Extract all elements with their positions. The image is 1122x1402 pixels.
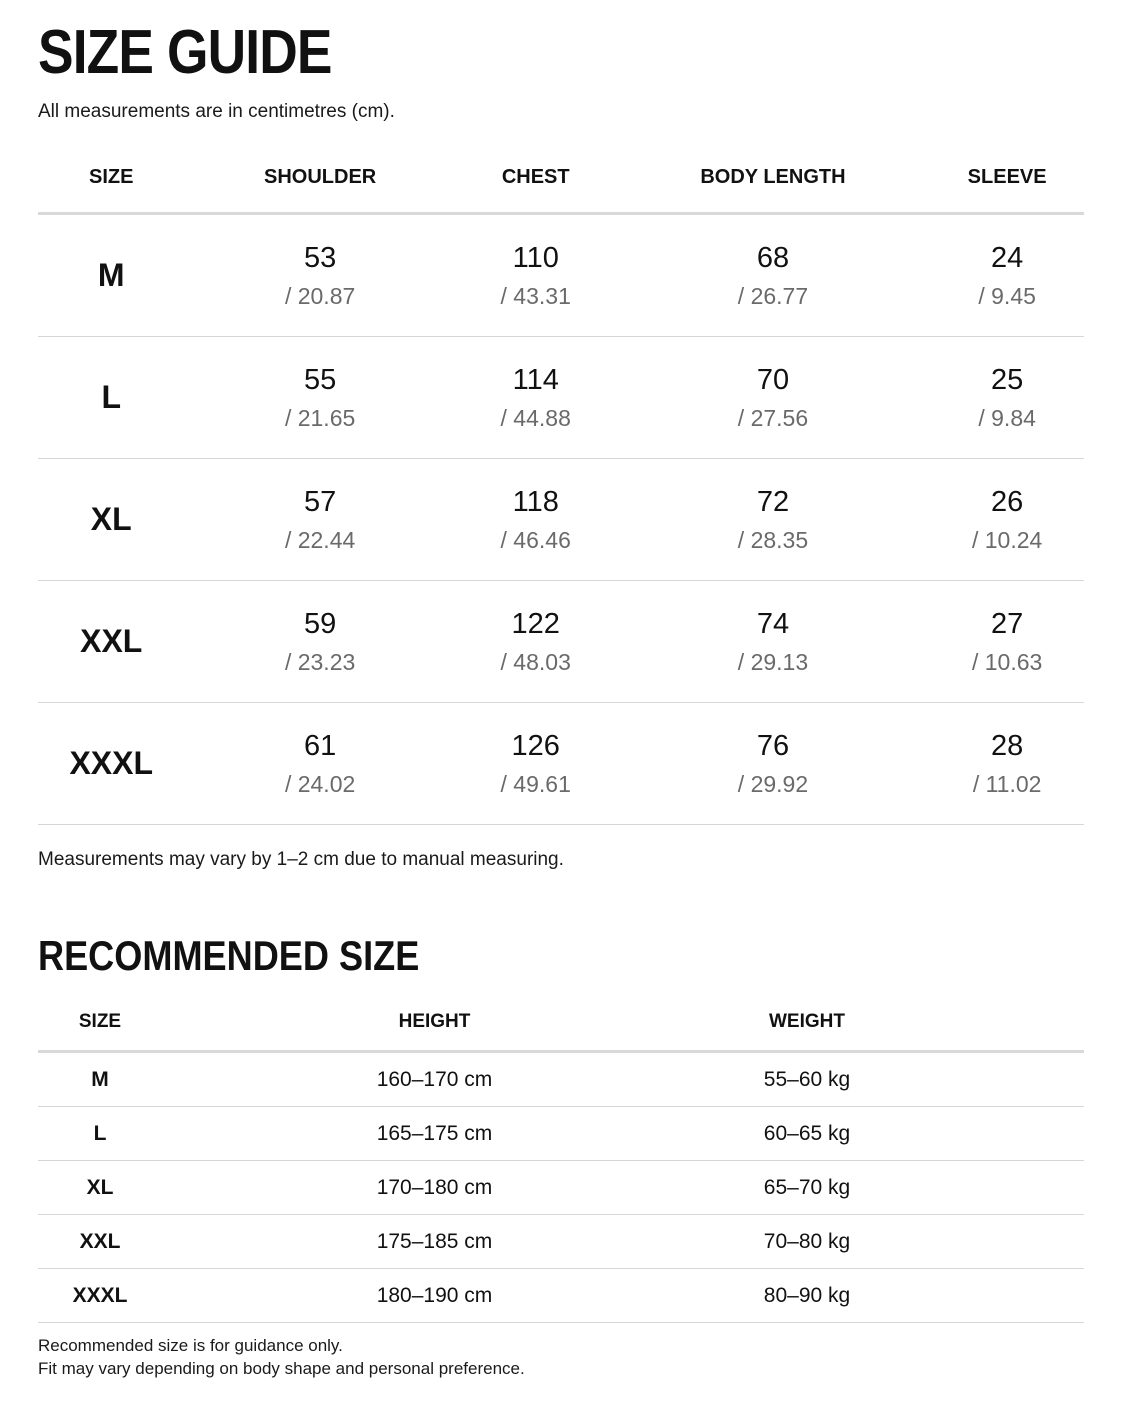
table-row (38, 214, 1084, 337)
rec-weight: 70–80 kg (707, 1215, 907, 1269)
cm-value: 53 (303, 241, 337, 274)
inch-value: / 10.24 (971, 526, 1043, 553)
sleeve-cell (930, 214, 1084, 337)
inch-value: / 21.65 (284, 404, 356, 431)
rec-header-size: SIZE (38, 994, 162, 1052)
measurements-table (38, 142, 1084, 825)
cm-value: 72 (756, 485, 790, 518)
rec-header-height: HEIGHT (162, 994, 707, 1052)
inch-value: / 9.84 (978, 404, 1036, 431)
inch-value: / 29.92 (737, 770, 809, 797)
cm-value: 74 (756, 607, 790, 640)
sleeve-cell (930, 703, 1084, 825)
recommended-title: RECOMMENDED SIZE (38, 932, 420, 979)
header-sleeve: SLEEVE (930, 142, 1084, 214)
cm-value: 57 (303, 485, 337, 518)
chest-cell (456, 703, 616, 825)
cm-value: 24 (991, 241, 1024, 274)
rec-size: XL (38, 1161, 162, 1215)
table-row (38, 1269, 1084, 1323)
rec-size: M (38, 1052, 162, 1107)
cm-value: 28 (991, 729, 1024, 762)
inch-value: / 24.02 (284, 770, 356, 797)
shoulder-cell (184, 703, 455, 825)
chest-cell (456, 337, 616, 459)
inch-value: / 43.31 (500, 282, 571, 309)
shoulder-cell (184, 459, 455, 581)
inch-value: / 20.87 (284, 282, 356, 309)
rec-size: XXXL (38, 1269, 162, 1323)
body-length-cell (616, 214, 931, 337)
footer-note-guidance: Recommended size is for guidance only. (38, 1336, 343, 1355)
size-label: XXXL (38, 703, 184, 825)
table-row (38, 1161, 1084, 1215)
size-label: XXL (38, 581, 184, 703)
chest-cell (456, 459, 616, 581)
inch-value: / 29.13 (737, 648, 809, 675)
rec-spacer (907, 1052, 1084, 1107)
inch-value: / 22.44 (284, 526, 356, 553)
cm-value: 25 (991, 363, 1024, 396)
cm-value: 26 (991, 485, 1024, 518)
cm-value: 61 (303, 729, 337, 762)
table-row (38, 337, 1084, 459)
header-shoulder: SHOULDER (184, 142, 455, 214)
table-row (38, 581, 1084, 703)
rec-spacer (907, 1107, 1084, 1161)
sleeve-cell (930, 459, 1084, 581)
cm-value: 70 (756, 363, 790, 396)
cm-value: 27 (991, 607, 1024, 640)
inch-value: / 28.35 (737, 526, 809, 553)
rec-weight: 55–60 kg (707, 1052, 907, 1107)
cm-value: 76 (756, 729, 790, 762)
page-title: SIZE GUIDE (38, 18, 332, 87)
rec-height: 165–175 cm (162, 1107, 707, 1161)
table-row (38, 459, 1084, 581)
chest-cell (456, 581, 616, 703)
size-label: M (38, 214, 184, 337)
shoulder-cell (184, 581, 455, 703)
table-row (38, 703, 1084, 825)
chest-cell (456, 214, 616, 337)
inch-value: / 48.03 (500, 648, 571, 675)
footer-notes (38, 1334, 525, 1380)
cm-value: 122 (511, 607, 560, 640)
body-length-cell (616, 459, 931, 581)
footer-note-fit: Fit may vary depending on body shape and personal preference. (38, 1359, 525, 1378)
inch-value: / 23.23 (284, 648, 356, 675)
cm-value: 114 (512, 363, 559, 396)
measurement-note: Measurements may vary by 1–2 cm due to manual measuring. (38, 849, 564, 870)
rec-spacer (907, 1215, 1084, 1269)
inch-value: / 46.46 (500, 526, 571, 553)
units-subtitle: All measurements are in centimetres (cm). (38, 101, 395, 122)
inch-value: / 11.02 (972, 770, 1042, 797)
table-row (38, 1107, 1084, 1161)
body-length-cell (616, 581, 931, 703)
size-label: L (38, 337, 184, 459)
table-row (38, 1052, 1084, 1107)
rec-spacer (907, 1269, 1084, 1323)
header-body-length: BODY LENGTH (616, 142, 931, 214)
sleeve-cell (930, 337, 1084, 459)
cm-value: 68 (756, 241, 790, 274)
shoulder-cell (184, 214, 455, 337)
rec-height: 175–185 cm (162, 1215, 707, 1269)
inch-value: / 10.63 (971, 648, 1043, 675)
rec-weight: 80–90 kg (707, 1269, 907, 1323)
header-chest: CHEST (456, 142, 616, 214)
cm-value: 55 (303, 363, 337, 396)
inch-value: / 44.88 (500, 404, 571, 431)
rec-size: XXL (38, 1215, 162, 1269)
rec-header-spacer (907, 994, 1084, 1052)
recommended-table (38, 994, 1084, 1323)
inch-value: / 9.45 (978, 282, 1036, 309)
rec-height: 160–170 cm (162, 1052, 707, 1107)
header-size: SIZE (38, 142, 184, 214)
cm-value: 59 (303, 607, 337, 640)
rec-height: 180–190 cm (162, 1269, 707, 1323)
rec-weight: 60–65 kg (707, 1107, 907, 1161)
rec-weight: 65–70 kg (707, 1161, 907, 1215)
body-length-cell (616, 703, 931, 825)
recommended-header-row (38, 994, 1084, 1052)
rec-header-weight: WEIGHT (707, 994, 907, 1052)
shoulder-cell (184, 337, 455, 459)
rec-spacer (907, 1161, 1084, 1215)
inch-value: / 26.77 (737, 282, 809, 309)
measurements-header-row (38, 142, 1084, 214)
cm-value: 110 (512, 241, 559, 274)
inch-value: / 27.56 (737, 404, 809, 431)
inch-value: / 49.61 (500, 770, 571, 797)
body-length-cell (616, 337, 931, 459)
rec-height: 170–180 cm (162, 1161, 707, 1215)
cm-value: 118 (512, 485, 559, 518)
sleeve-cell (930, 581, 1084, 703)
table-row (38, 1215, 1084, 1269)
cm-value: 126 (511, 729, 560, 762)
rec-size: L (38, 1107, 162, 1161)
size-label: XL (38, 459, 184, 581)
